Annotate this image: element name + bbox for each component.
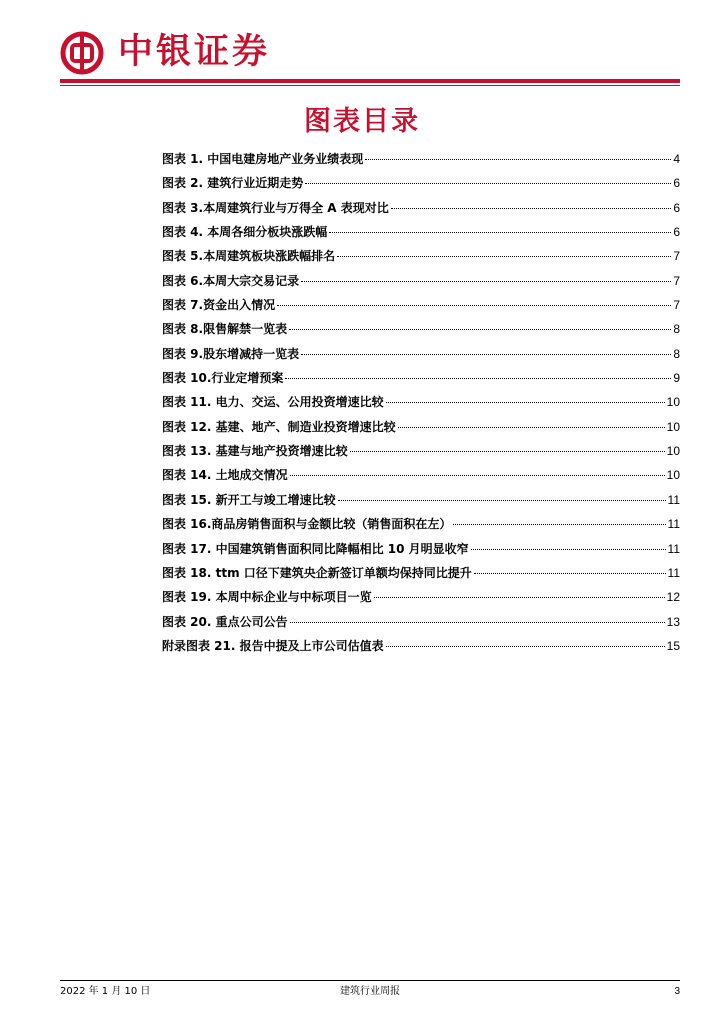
toc-entry-page[interactable]: 6	[673, 225, 680, 240]
toc-entry-page[interactable]: 6	[673, 200, 680, 215]
toc-entry[interactable]	[162, 393, 680, 417]
toc-entry[interactable]	[162, 515, 680, 539]
toc-entry-label[interactable]: 图表 16.商品房销售面积与金额比较（销售面积在左）	[162, 517, 452, 532]
toc-dot-leader	[350, 451, 665, 452]
toc-dot-leader	[398, 427, 665, 428]
report-date: 2022 年 1 月 10 日	[60, 986, 151, 997]
toc-entry-page[interactable]: 11	[667, 492, 680, 507]
toc-entry-page[interactable]: 7	[673, 249, 680, 264]
toc-entry-label[interactable]: 图表 17. 中国建筑销售面积同比降幅相比 10 月明显收窄	[162, 541, 469, 556]
toc-entry[interactable]	[162, 296, 680, 320]
toc-entry-label[interactable]: 图表 15. 新开工与竣工增速比较	[162, 492, 336, 507]
toc-entry-page[interactable]: 15	[666, 638, 680, 653]
toc-entry[interactable]	[162, 345, 680, 369]
toc-dot-leader	[474, 573, 666, 574]
toc-entry-page[interactable]: 10	[666, 419, 680, 434]
toc-entry[interactable]	[162, 540, 680, 564]
toc-entry-page[interactable]: 12	[666, 590, 680, 605]
toc-entry[interactable]	[162, 150, 680, 174]
toc-entry-label[interactable]: 图表 14. 土地成交情况	[162, 468, 288, 483]
toc-entry-label[interactable]: 图表 4. 本周各细分板块涨跌幅	[162, 225, 328, 240]
toc-dot-leader	[329, 232, 671, 233]
toc-entry-page[interactable]: 6	[673, 176, 680, 191]
toc-entry-label[interactable]: 图表 20. 重点公司公告	[162, 614, 288, 629]
toc-entry[interactable]	[162, 247, 680, 271]
toc-dot-leader	[471, 549, 666, 550]
toc-dot-leader	[453, 524, 665, 525]
toc-dot-leader	[338, 500, 666, 501]
toc-dot-leader	[386, 402, 665, 403]
toc-entry[interactable]	[162, 418, 680, 442]
toc-entry-label[interactable]: 图表 12. 基建、地产、制造业投资增速比较	[162, 419, 396, 434]
toc-entry[interactable]	[162, 442, 680, 466]
toc-list	[162, 150, 680, 661]
toc-dot-leader	[374, 597, 665, 598]
toc-entry[interactable]	[162, 174, 680, 198]
toc-entry-page[interactable]: 7	[673, 298, 680, 313]
toc-entry[interactable]	[162, 369, 680, 393]
toc-dot-leader	[277, 305, 671, 306]
toc-entry-page[interactable]: 8	[673, 322, 680, 337]
toc-entry-label[interactable]: 图表 8.限售解禁一览表	[162, 322, 288, 337]
toc-dot-leader	[285, 378, 671, 379]
toc-entry-page[interactable]: 13	[666, 614, 680, 629]
toc-entry-page[interactable]: 11	[667, 565, 680, 580]
toc-entry-label[interactable]: 图表 13. 基建与地产投资增速比较	[162, 444, 348, 459]
toc-entry[interactable]	[162, 613, 680, 637]
toc-entry[interactable]	[162, 588, 680, 612]
toc-dot-leader	[290, 475, 665, 476]
toc-entry-label[interactable]: 图表 6.本周大宗交易记录	[162, 273, 300, 288]
report-name: 建筑行业周报	[340, 986, 400, 997]
toc-dot-leader	[301, 354, 671, 355]
toc-entry-label[interactable]: 图表 5.本周建筑板块涨跌幅排名	[162, 249, 336, 264]
toc-entry-page[interactable]: 9	[673, 371, 680, 386]
toc-entry-page[interactable]: 8	[673, 346, 680, 361]
toc-dot-leader	[289, 329, 671, 330]
header-divider-thin	[60, 85, 680, 86]
toc-dot-leader	[301, 281, 671, 282]
bank-of-china-logo-icon	[60, 31, 104, 75]
toc-entry-label[interactable]: 图表 9.股东增减持一览表	[162, 346, 300, 361]
footer-divider	[60, 980, 680, 981]
toc-entry-page[interactable]: 7	[673, 273, 680, 288]
toc-entry[interactable]	[162, 320, 680, 344]
toc-entry[interactable]	[162, 564, 680, 588]
toc-dot-leader	[305, 183, 671, 184]
toc-entry[interactable]	[162, 199, 680, 223]
toc-dot-leader	[391, 208, 672, 209]
toc-entry[interactable]	[162, 223, 680, 247]
toc-entry[interactable]	[162, 272, 680, 296]
toc-entry[interactable]	[162, 491, 680, 515]
toc-entry-page[interactable]: 11	[667, 517, 680, 532]
toc-entry-label[interactable]: 图表 10.行业定增预案	[162, 371, 284, 386]
toc-dot-leader	[386, 646, 665, 647]
toc-entry-label[interactable]: 图表 19. 本周中标企业与中标项目一览	[162, 590, 372, 605]
toc-entry[interactable]	[162, 637, 680, 661]
toc-entry-page[interactable]: 11	[667, 541, 680, 556]
toc-entry-label[interactable]: 图表 1. 中国电建房地产业务业绩表现	[162, 152, 364, 166]
page-number: 3	[674, 986, 680, 997]
toc-entry-label[interactable]: 图表 3.本周建筑行业与万得全 A 表现对比	[162, 200, 389, 215]
page-header	[60, 30, 680, 78]
page-footer	[60, 984, 680, 1000]
toc-dot-leader	[337, 256, 671, 257]
toc-entry-page[interactable]: 10	[666, 468, 680, 483]
toc-entry-page[interactable]: 4	[673, 152, 680, 166]
toc-entry-label[interactable]: 附录图表 21. 报告中提及上市公司估值表	[162, 638, 384, 653]
toc-entry-label[interactable]: 图表 2. 建筑行业近期走势	[162, 176, 304, 191]
header-divider	[60, 79, 680, 83]
toc-entry[interactable]	[162, 466, 680, 490]
toc-entry-page[interactable]: 10	[666, 444, 680, 459]
toc-entry-label[interactable]: 图表 7.资金出入情况	[162, 298, 276, 313]
toc-dot-leader	[365, 159, 671, 160]
brand-name: 中银证券	[118, 31, 271, 72]
toc-dot-leader	[290, 622, 665, 623]
toc-title: 图表目录	[304, 106, 420, 137]
toc-entry-label[interactable]: 图表 11. 电力、交运、公用投资增速比较	[162, 395, 384, 410]
toc-entry-page[interactable]: 10	[666, 395, 680, 410]
toc-entry-label[interactable]: 图表 18. ttm 口径下建筑央企新签订单额均保持同比提升	[162, 565, 472, 580]
